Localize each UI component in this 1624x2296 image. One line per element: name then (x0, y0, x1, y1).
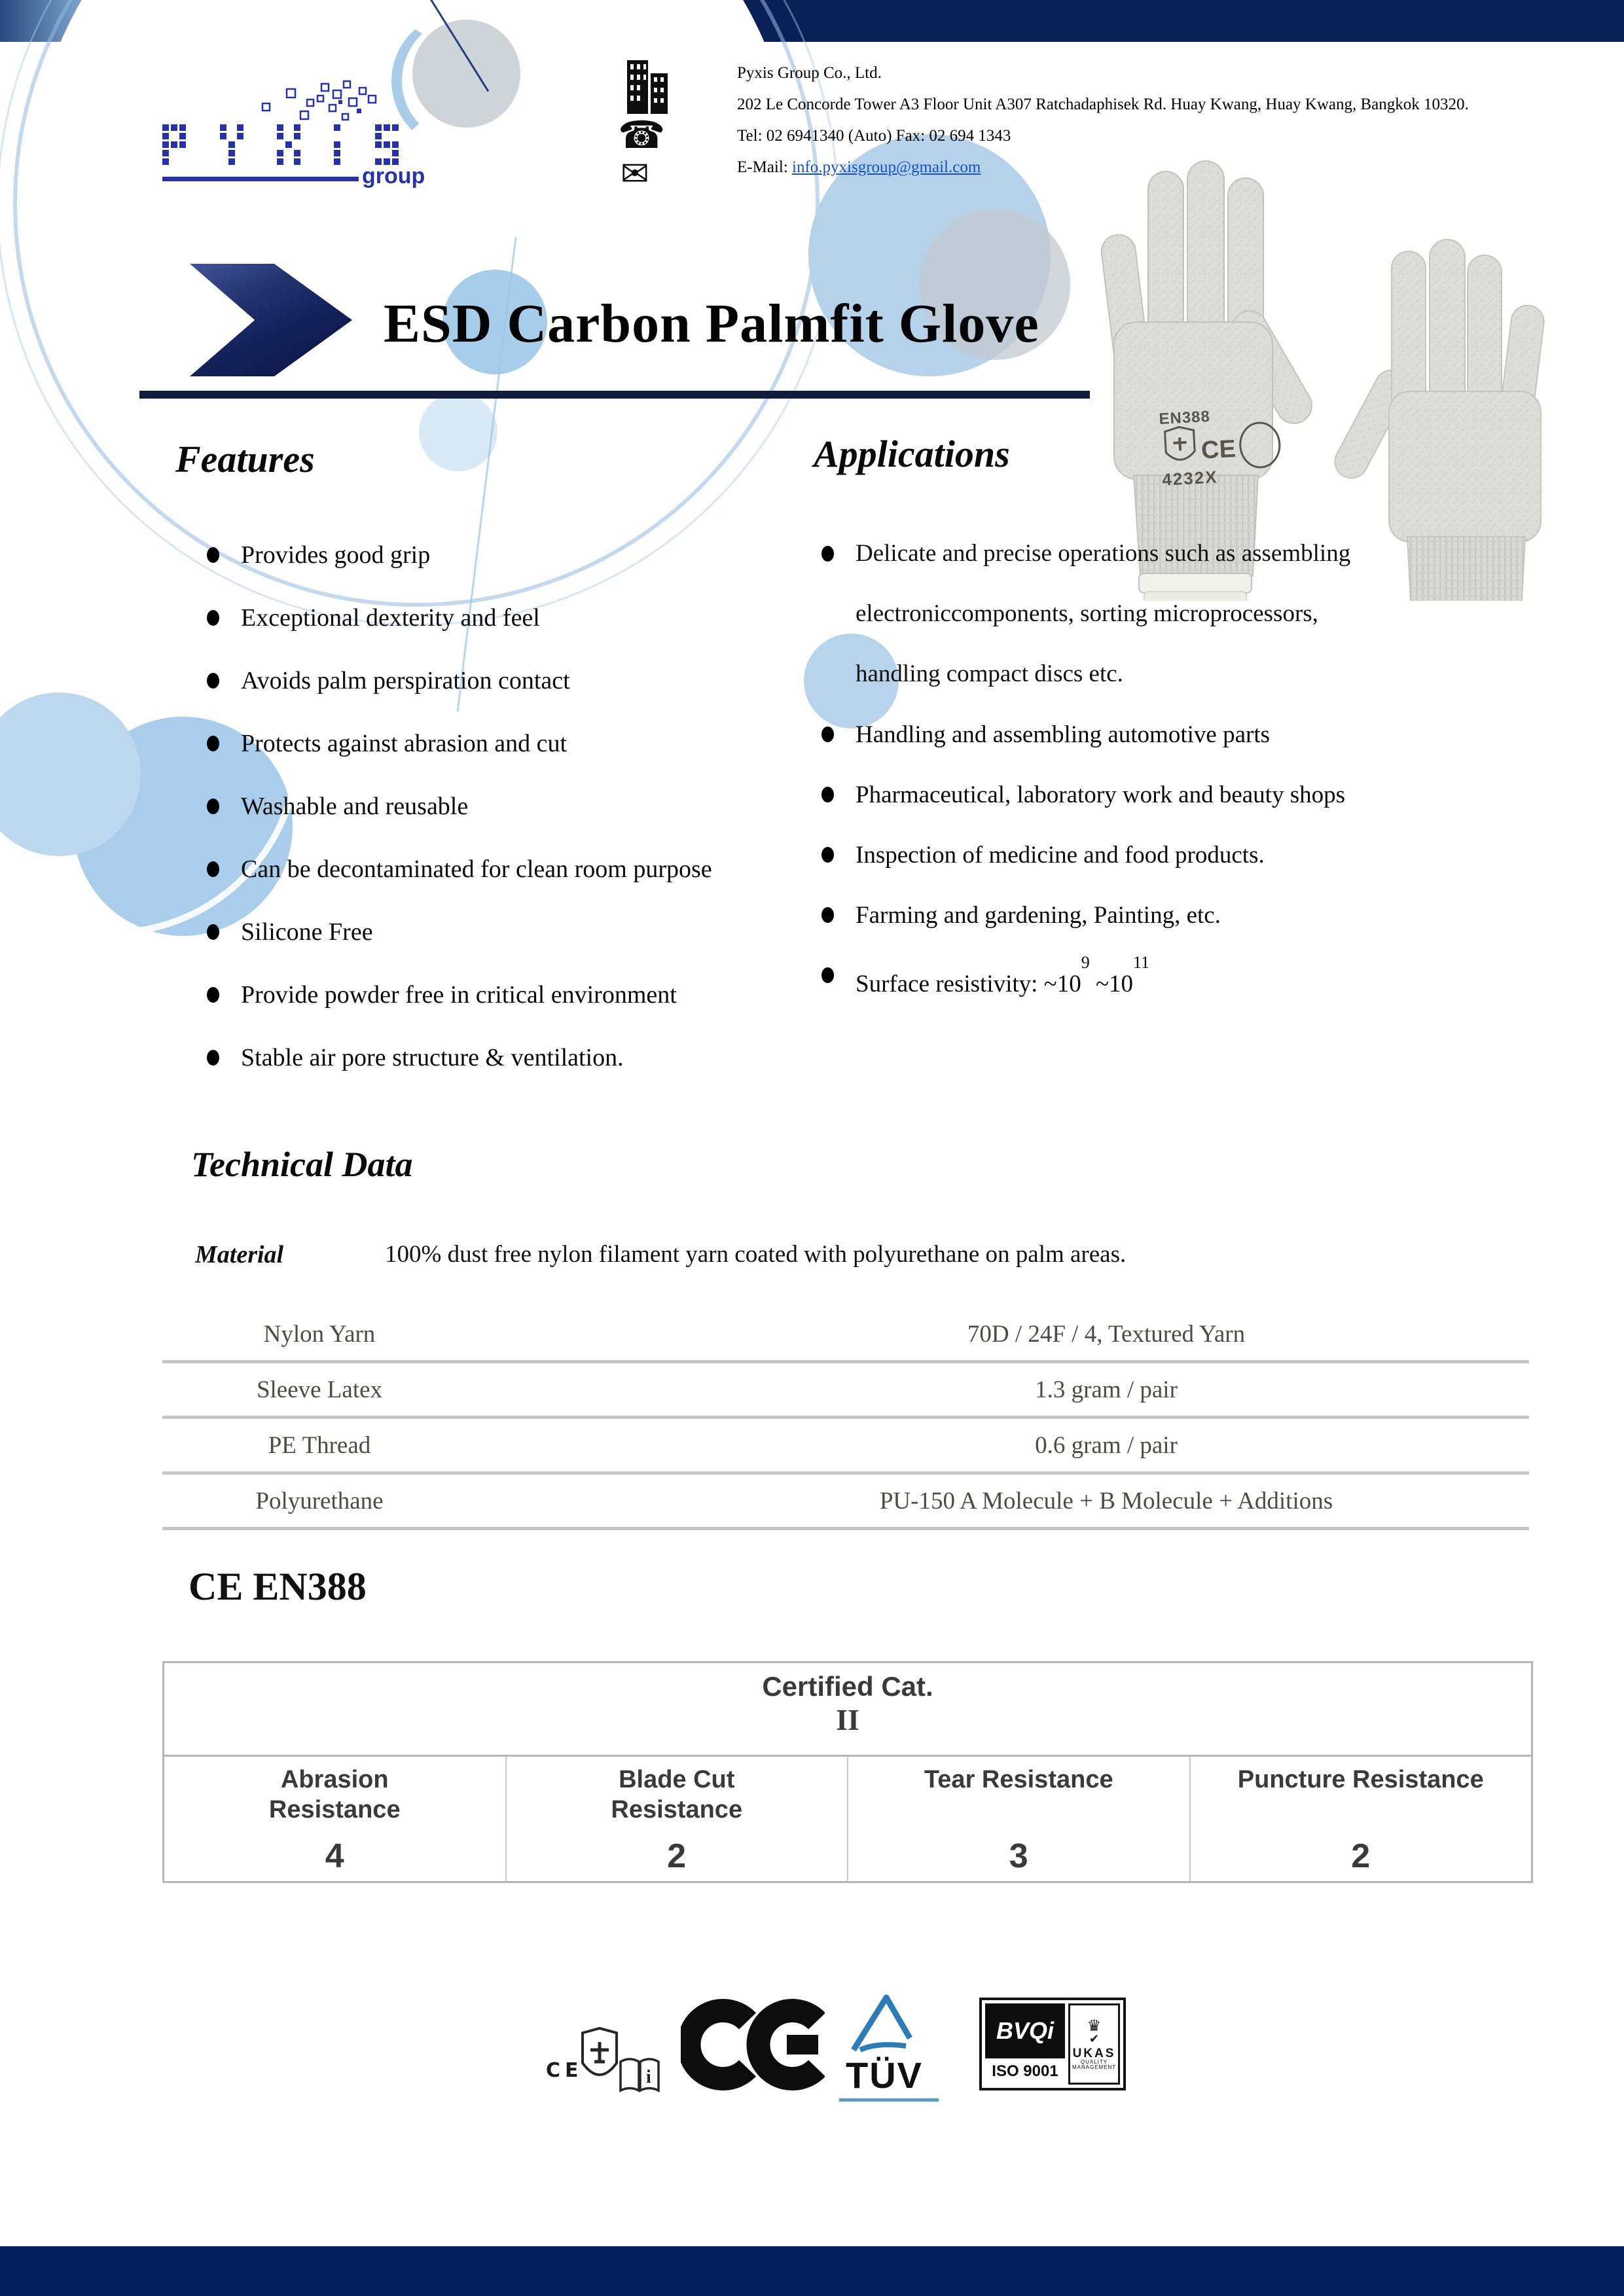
bullet-icon (207, 736, 219, 751)
feature-text: Protects against abrasion and cut (241, 730, 568, 757)
cert-value: 2 (667, 1837, 687, 1875)
application-text: Farming and gardening, Painting, etc. (856, 901, 1221, 929)
tuv-triangle-icon (843, 1992, 924, 2055)
spec-label: PE Thread (268, 1431, 371, 1459)
bullet-icon (207, 798, 219, 814)
bvqi-ukas-logo (979, 1998, 1126, 2090)
page-title: ESD Carbon Palmfit Glove (384, 293, 1039, 354)
bullet-icon (207, 1050, 219, 1066)
certification-table-header (164, 1663, 1531, 1757)
application-text: Inspection of medicine and food products. (856, 841, 1265, 869)
bullet-icon (207, 673, 219, 689)
company-name: Pyxis Group Co., Ltd. (737, 64, 882, 82)
ukas-sub2: MANAGEMENT (1072, 2064, 1117, 2070)
glove-marking-ce: CE (1200, 435, 1236, 465)
tuv-underline (839, 2098, 939, 2102)
list-item (207, 1026, 861, 1089)
list-item (821, 885, 1600, 945)
glove-marking-standard: EN388 (1158, 407, 1211, 428)
bullet-icon (821, 847, 834, 863)
phone-icon: ☎ (618, 113, 666, 157)
company-phone: Tel: 02 6941340 (Auto) Fax: 02 694 1343 (737, 127, 1011, 145)
technical-table (162, 1308, 1529, 1530)
iso-9001-label: ISO 9001 (992, 2062, 1058, 2080)
bullet-icon (207, 610, 219, 626)
spec-value: 70D / 24F / 4, Textured Yarn (967, 1320, 1246, 1348)
table-row (162, 1363, 1529, 1419)
glove-marking-code: 4232X (1161, 467, 1219, 490)
instruction-book-icon (618, 2055, 661, 2097)
ukas-label: UKAS (1072, 2047, 1116, 2060)
list-item (821, 524, 1600, 704)
building-icon (622, 58, 673, 115)
ce-en388-heading: CE EN388 (189, 1565, 367, 1608)
cert-column: Blade Cut Resistance 2 (505, 1757, 848, 1881)
ce-small-mark: CE (546, 2059, 583, 2082)
bvqi-wordmark: BVQi (985, 2003, 1065, 2058)
feature-text: Provides good grip (241, 541, 431, 569)
list-item (207, 901, 861, 963)
feature-text: Can be decontaminated for clean room purpose (241, 855, 712, 883)
title-rule (139, 391, 1090, 399)
application-text: Delicate and precise operations such as assembling electroniccomponents, sorting microprocessors, handling compact discs etc. (856, 540, 1351, 687)
list-item (207, 963, 861, 1026)
email-link[interactable]: info.pyxisgroup@gmail.com (792, 158, 981, 176)
material-label: Material (195, 1241, 284, 1268)
cert-value: 4 (325, 1837, 344, 1875)
bullet-icon (207, 987, 219, 1003)
spec-label: Sleeve Latex (256, 1376, 383, 1403)
feature-text: Stable air pore structure & ventilation. (241, 1044, 624, 1071)
table-row (162, 1419, 1529, 1475)
list-item (207, 649, 861, 712)
application-text: Pharmaceutical, laboratory work and beauty shops (856, 781, 1345, 808)
spec-value: 1.3 gram / pair (1035, 1376, 1178, 1403)
application-text: Handling and assembling automotive parts (856, 721, 1270, 748)
email-label: E-Mail: (737, 158, 793, 176)
cert-value: 3 (1009, 1837, 1028, 1875)
pyxis-logo (153, 80, 441, 198)
ce-large-mark-icon (681, 1995, 825, 2094)
bullet-icon (821, 726, 834, 742)
company-address: 202 Le Concorde Tower A3 Floor Unit A307 Ratchadaphisek Rd. Huay Kwang, Huay Kwang, Bangkok 10320. (737, 96, 1469, 113)
list-item (821, 825, 1600, 885)
list-item (207, 712, 861, 775)
check-icon: ✔ (1089, 2032, 1100, 2046)
list-item (207, 586, 861, 649)
ukas-box (1068, 2003, 1120, 2085)
cert-value: 2 (1351, 1837, 1371, 1875)
tuv-label: TÜV (846, 2054, 923, 2096)
feature-text: Avoids palm perspiration contact (241, 667, 570, 694)
list-item (207, 838, 861, 901)
table-row (162, 1475, 1529, 1530)
features-heading: Features (175, 438, 315, 480)
crown-icon: ♛ (1087, 2017, 1102, 2035)
list-item (821, 764, 1600, 825)
bullet-icon (821, 967, 834, 983)
company-email-line (737, 158, 981, 177)
logo-suffix-text: group (362, 164, 425, 188)
decorative-circle-mid-2 (419, 393, 497, 471)
bvqi-left (985, 2003, 1065, 2085)
certified-cat-label: Certified Cat. (762, 1671, 933, 1702)
list-item (821, 704, 1600, 764)
list-item (207, 524, 861, 586)
shield-hammer-icon (579, 2026, 621, 2089)
certified-cat-value: II (836, 1703, 859, 1736)
bullet-icon (821, 907, 834, 923)
spec-value: 0.6 gram / pair (1035, 1431, 1178, 1459)
certification-table (162, 1661, 1533, 1883)
manual-i-glyph: i (646, 2067, 651, 2087)
application-text-resistivity: Surface resistivity: $\sim 10^9$ $\sim 10^{11}$ (856, 952, 1150, 997)
list-item (207, 775, 861, 838)
bullet-icon (821, 546, 834, 562)
bullet-icon (821, 787, 834, 802)
envelope-icon: ✉ (621, 154, 649, 194)
feature-text: Provide powder free in critical environment (241, 981, 677, 1009)
feature-text: Silicone Free (241, 918, 373, 946)
spec-label: Polyurethane (255, 1487, 384, 1515)
features-list (207, 524, 861, 1089)
applications-heading: Applications (814, 433, 1010, 475)
feature-text: Washable and reusable (241, 793, 469, 820)
technical-data-heading: Technical Data (191, 1145, 413, 1184)
cert-column: Abrasion Resistance 4 (164, 1757, 505, 1881)
bullet-icon (207, 924, 219, 940)
bottom-banner (0, 2246, 1624, 2296)
bullet-icon (207, 547, 219, 563)
applications-list (821, 524, 1600, 1005)
bullet-icon (207, 861, 219, 877)
cert-column: Puncture Resistance 2 (1189, 1757, 1532, 1881)
spec-value: PU-150 A Molecule + B Molecule + Additions (879, 1487, 1333, 1515)
list-item (821, 945, 1600, 1005)
cert-column: Tear Resistance 3 (847, 1757, 1189, 1881)
table-row (162, 1308, 1529, 1363)
spec-label: Nylon Yarn (263, 1320, 376, 1348)
feature-text: Exceptional dexterity and feel (241, 604, 540, 632)
material-value: 100% dust free nylon filament yarn coated with polyurethane on palm areas. (385, 1241, 1127, 1268)
ukas-sub1: QUALITY (1080, 2059, 1108, 2065)
